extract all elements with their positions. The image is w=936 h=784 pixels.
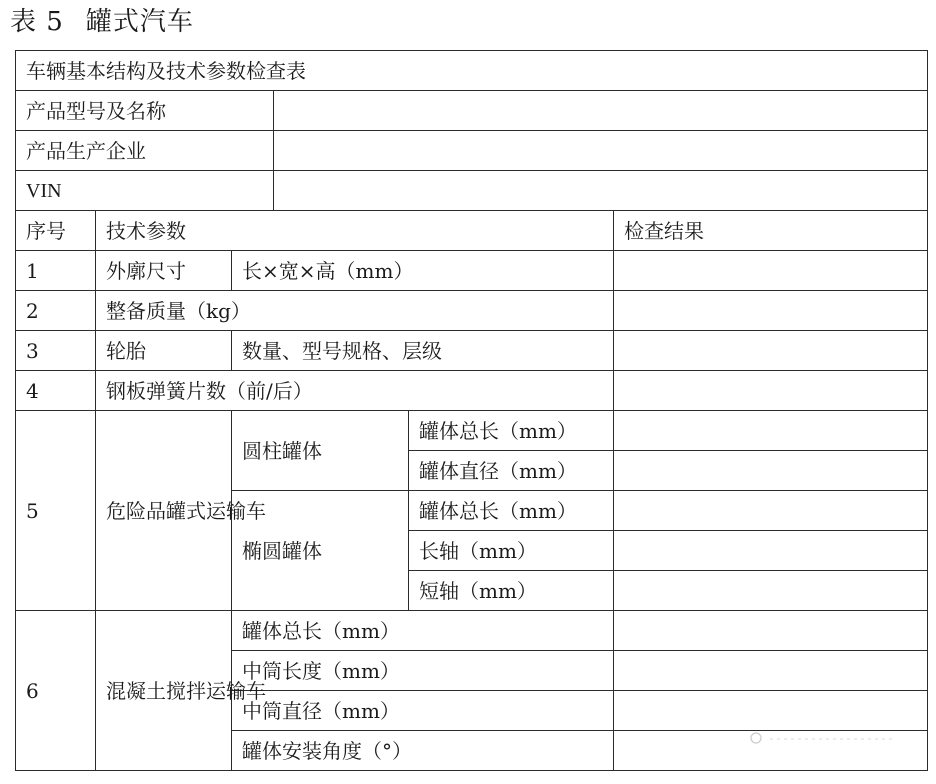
tank-type-label: 椭圆罐体 bbox=[232, 491, 409, 611]
row-seq: 6 bbox=[16, 611, 96, 771]
result-cell bbox=[614, 571, 928, 611]
row-seq: 3 bbox=[16, 331, 96, 371]
vin-label: VIN bbox=[16, 171, 274, 211]
row-seq: 4 bbox=[16, 371, 96, 411]
result-cell bbox=[614, 651, 928, 691]
maker-label: 产品生产企业 bbox=[16, 131, 274, 171]
row-seq: 2 bbox=[16, 291, 96, 331]
param-name: 轮胎 bbox=[96, 331, 232, 371]
table-number: 表 5 bbox=[10, 7, 64, 37]
maker-value-cell bbox=[274, 131, 928, 171]
result-cell bbox=[614, 691, 928, 731]
sub-param: 短轴（mm） bbox=[409, 571, 614, 611]
model-label: 产品型号及名称 bbox=[16, 91, 274, 131]
model-value-cell bbox=[274, 91, 928, 131]
watermark-logo bbox=[748, 730, 898, 747]
param-name: 钢板弹簧片数（前/后） bbox=[96, 371, 614, 411]
params-header: 技术参数 bbox=[96, 211, 614, 251]
param-detail: 数量、型号规格、层级 bbox=[232, 331, 614, 371]
seq-header: 序号 bbox=[16, 211, 96, 251]
sub-param: 罐体总长（mm） bbox=[409, 411, 614, 451]
result-cell bbox=[614, 451, 928, 491]
result-cell bbox=[614, 411, 928, 451]
table-row bbox=[16, 411, 928, 451]
param-name: 外廓尺寸 bbox=[96, 251, 232, 291]
param-name: 混凝土搅拌运输车 bbox=[96, 611, 232, 771]
sub-param: 罐体安装角度（°） bbox=[232, 731, 614, 771]
table-row bbox=[16, 251, 928, 291]
result-cell bbox=[614, 251, 928, 291]
table-caption bbox=[10, 4, 194, 40]
sub-param: 中筒直径（mm） bbox=[232, 691, 614, 731]
table-row bbox=[16, 371, 928, 411]
inspection-table bbox=[15, 50, 928, 771]
result-cell bbox=[614, 291, 928, 331]
result-cell bbox=[614, 371, 928, 411]
sub-param: 长轴（mm） bbox=[409, 531, 614, 571]
table-row bbox=[16, 291, 928, 331]
row-seq: 1 bbox=[16, 251, 96, 291]
param-detail: 长×宽×高（mm） bbox=[232, 251, 614, 291]
result-cell bbox=[614, 491, 928, 531]
table-row bbox=[16, 611, 928, 651]
sub-param: 中筒长度（mm） bbox=[232, 651, 614, 691]
sub-param: 罐体直径（mm） bbox=[409, 451, 614, 491]
tank-type-label: 圆柱罐体 bbox=[232, 411, 409, 491]
vin-value-cell bbox=[274, 171, 928, 211]
param-name: 危险品罐式运输车 bbox=[96, 411, 232, 611]
result-cell bbox=[614, 331, 928, 371]
table-name: 罐式汽车 bbox=[85, 7, 194, 37]
sub-param: 罐体总长（mm） bbox=[232, 611, 614, 651]
result-cell bbox=[614, 531, 928, 571]
result-header: 检查结果 bbox=[614, 211, 928, 251]
form-heading: 车辆基本结构及技术参数检查表 bbox=[16, 51, 928, 91]
row-seq: 5 bbox=[16, 411, 96, 611]
table-row bbox=[16, 331, 928, 371]
param-name: 整备质量（kg） bbox=[96, 291, 614, 331]
sub-param: 罐体总长（mm） bbox=[409, 491, 614, 531]
result-cell bbox=[614, 611, 928, 651]
